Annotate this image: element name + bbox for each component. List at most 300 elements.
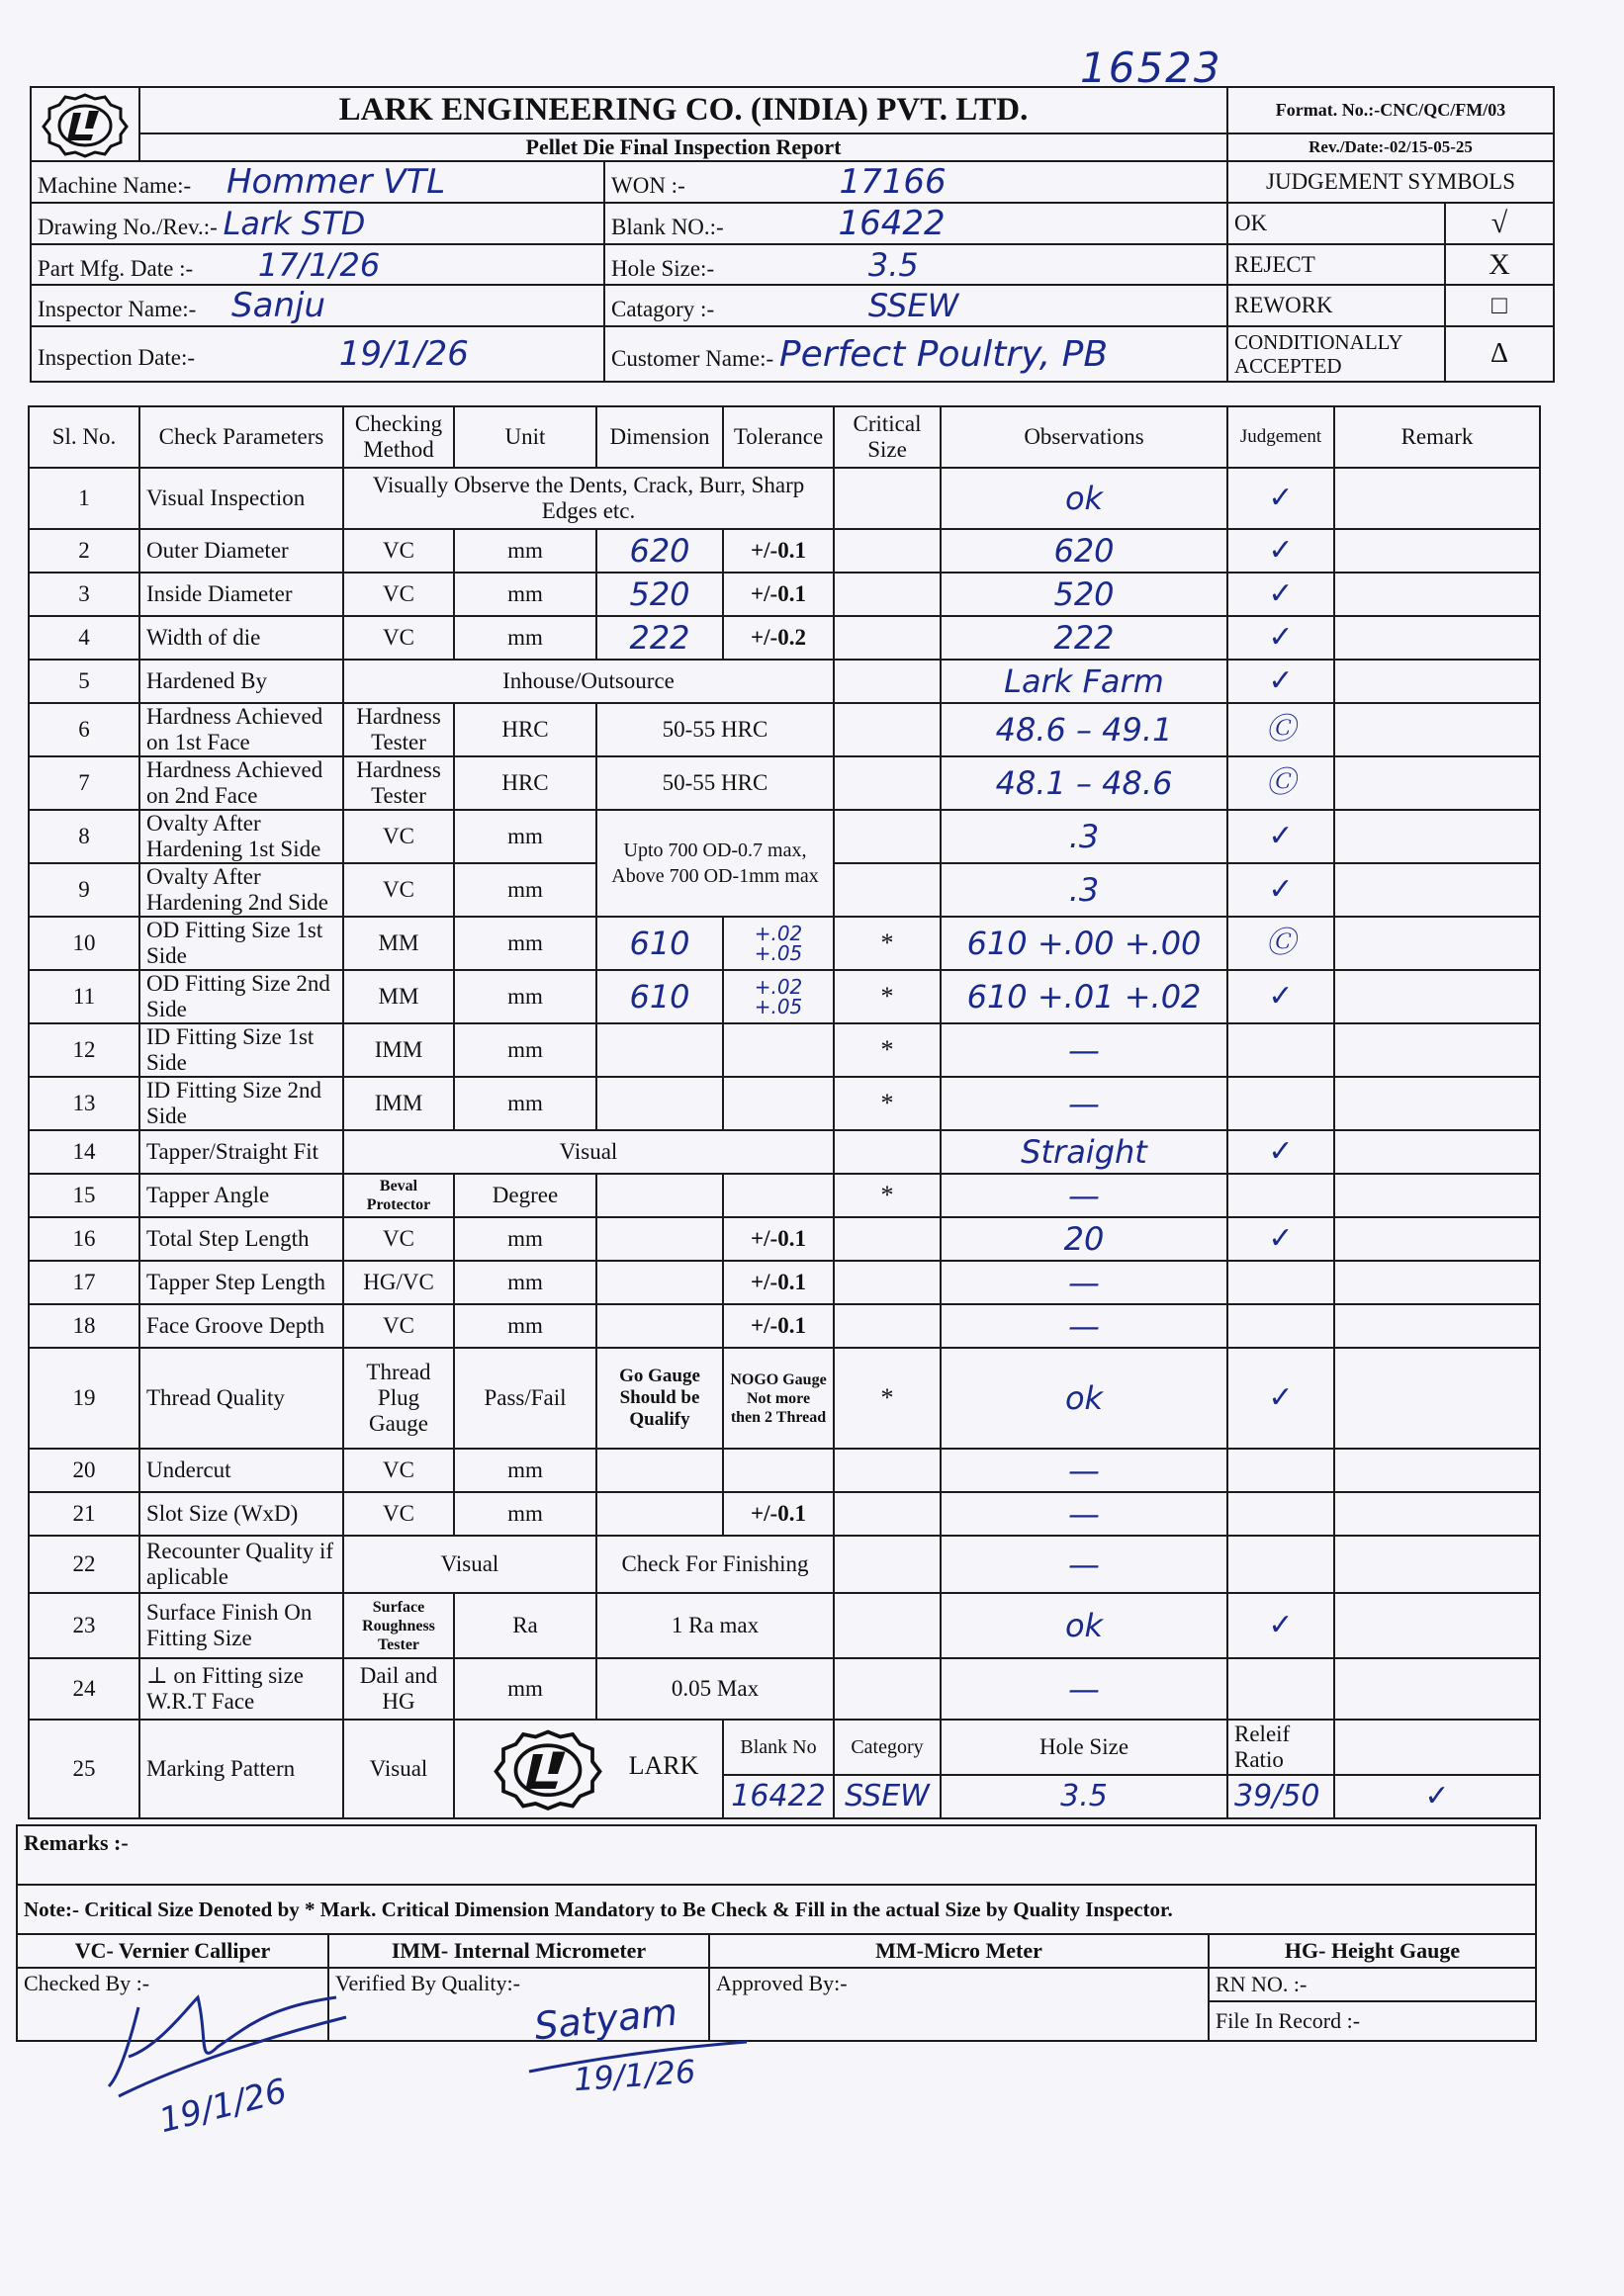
judgement: Ⓒ (1227, 917, 1334, 970)
unit: mm (454, 970, 596, 1023)
table-row (29, 1304, 1540, 1348)
checking-method: HG/VC (343, 1261, 454, 1304)
dimension-tolerance: Check For Finishing (596, 1536, 834, 1593)
judgement: ✓ (1227, 660, 1334, 703)
tolerance (723, 1077, 834, 1130)
check-parameter: Visual Inspection (139, 468, 343, 529)
serial-number: 16523 (1080, 44, 1222, 92)
critical-size: * (834, 970, 941, 1023)
machine-name-cell (31, 161, 604, 203)
marking-hole-size-label: Hole Size (941, 1720, 1227, 1775)
check-parameter: ID Fitting Size 1st Side (139, 1023, 343, 1077)
column-header-sl-no: Sl. No. (29, 406, 139, 468)
marking-logo-cell (454, 1720, 723, 1818)
table-row-marking (29, 1720, 1540, 1775)
sl-no: 25 (29, 1720, 139, 1818)
symbol-ok-label: OK (1227, 203, 1445, 244)
remark (1334, 1217, 1540, 1261)
check-parameter: Outer Diameter (139, 529, 343, 573)
unit: mm (454, 1304, 596, 1348)
remark (1334, 1536, 1540, 1593)
file-in-record-label: File In Record :- (1209, 2001, 1536, 2041)
unit: Pass/Fail (454, 1348, 596, 1449)
column-header-unit: Unit (454, 406, 596, 468)
check-parameter: Undercut (139, 1449, 343, 1492)
check-parameter: Inside Diameter (139, 573, 343, 616)
remark (1334, 703, 1540, 756)
checking-method: VC (343, 863, 454, 917)
verified-by-date: 19/1/26 (572, 2052, 697, 2099)
critical-size: * (834, 1023, 941, 1077)
dimension: 620 (596, 529, 723, 573)
unit: mm (454, 1449, 596, 1492)
category-cell (604, 285, 1227, 326)
critical-size (834, 863, 941, 917)
column-header-checking-method: Checking Method (343, 406, 454, 468)
table-row (29, 810, 1540, 863)
machine-name-value: Hommer VTL (226, 162, 446, 202)
inspector-cell (31, 285, 604, 326)
check-parameter: OD Fitting Size 2nd Side (139, 970, 343, 1023)
inspection-grid (28, 405, 1539, 1819)
judgement (1227, 1077, 1334, 1130)
judgement: ✓ (1227, 616, 1334, 660)
column-header-row (29, 406, 1540, 468)
remark (1334, 573, 1540, 616)
table-row (29, 660, 1540, 703)
critical-size (834, 573, 941, 616)
inspector-label: Inspector Name:- (38, 297, 197, 321)
critical-size: * (834, 1077, 941, 1130)
checking-method: VC (343, 616, 454, 660)
judgement (1227, 1449, 1334, 1492)
unit: mm (454, 1492, 596, 1536)
blank-no-label: Blank NO.:- (611, 215, 724, 239)
observation: 520 (941, 573, 1227, 616)
tolerance: +.02 +.05 (723, 970, 834, 1023)
sl-no: 1 (29, 468, 139, 529)
hole-size-label: Hole Size:- (611, 255, 715, 281)
judgement: ✓ (1227, 863, 1334, 917)
checking-method: MM (343, 970, 454, 1023)
tolerance: +/-0.2 (723, 616, 834, 660)
sl-no: 13 (29, 1077, 139, 1130)
remark (1334, 810, 1540, 863)
observation: .3 (941, 810, 1227, 863)
checking-method: Visual (343, 1536, 596, 1593)
category-value: SSEW (867, 287, 959, 324)
observation: — (941, 1492, 1227, 1536)
checking-method: VC (343, 573, 454, 616)
table-row (29, 1077, 1540, 1130)
company-name: LARK ENGINEERING CO. (INDIA) PVT. LTD. (139, 87, 1227, 133)
dimension (596, 1304, 723, 1348)
marking-judgement-spacer (1334, 1720, 1540, 1775)
check-parameter: Marking Pattern (139, 1720, 343, 1818)
legend-vc: VC- Vernier Calliper (17, 1934, 328, 1968)
critical-size (834, 660, 941, 703)
check-parameter: ⊥ on Fitting size W.R.T Face (139, 1658, 343, 1720)
observation: — (941, 1077, 1227, 1130)
column-header-tolerance: Tolerance (723, 406, 834, 468)
judgement: ✓ (1227, 810, 1334, 863)
hole-size-cell (604, 244, 1227, 285)
symbol-conditional-label: CONDITIONALLY ACCEPTED (1227, 326, 1445, 382)
unit: mm (454, 1023, 596, 1077)
approved-by-label: Approved By:- (709, 1968, 1209, 2041)
remark (1334, 917, 1540, 970)
unit: mm (454, 1077, 596, 1130)
remark (1334, 1174, 1540, 1217)
check-parameter: Recounter Quality if aplicable (139, 1536, 343, 1593)
check-parameter: Hardness Achieved on 2nd Face (139, 756, 343, 810)
check-parameter: Hardened By (139, 660, 343, 703)
critical-size (834, 1304, 941, 1348)
dimension-tolerance: 50-55 HRC (596, 703, 834, 756)
dimension-tolerance: 0.05 Max (596, 1658, 834, 1720)
observation: — (941, 1304, 1227, 1348)
observation: — (941, 1449, 1227, 1492)
critical-size-note: Note:- Critical Size Denoted by * Mark. Critical Dimension Mandatory to Be Check & Fill in the actual Size by Quality Inspector. (17, 1885, 1536, 1934)
remark (1334, 468, 1540, 529)
remark (1334, 529, 1540, 573)
check-parameter: Hardness Achieved on 1st Face (139, 703, 343, 756)
dimension (596, 1217, 723, 1261)
critical-size (834, 810, 941, 863)
unit: Ra (454, 1593, 596, 1658)
observation: — (941, 1536, 1227, 1593)
inspector-value: Sanju (231, 286, 326, 325)
merged-criteria: Visual (343, 1130, 834, 1174)
sl-no: 7 (29, 756, 139, 810)
critical-size (834, 468, 941, 529)
customer-value: Perfect Poultry, PB (778, 333, 1109, 375)
table-row (29, 1492, 1540, 1536)
judgement (1227, 1658, 1334, 1720)
mfg-date-label: Part Mfg. Date :- (38, 255, 194, 281)
dimension: 520 (596, 573, 723, 616)
unit: mm (454, 810, 596, 863)
observation: 610 +.00 +.00 (941, 917, 1227, 970)
marking-logo (479, 1724, 617, 1813)
observation: 222 (941, 616, 1227, 660)
remark (1334, 1658, 1540, 1720)
critical-size (834, 1593, 941, 1658)
dimension-tolerance: 50-55 HRC (596, 756, 834, 810)
remark (1334, 970, 1540, 1023)
checked-by-label: Checked By :- (17, 1968, 328, 2041)
symbol-reject-label: REJECT (1227, 244, 1445, 285)
check-parameter: Thread Quality (139, 1348, 343, 1449)
customer-cell (604, 326, 1227, 382)
sl-no: 17 (29, 1261, 139, 1304)
rev-date: Rev./Date:-02/15-05-25 (1227, 133, 1554, 161)
tolerance: +/-0.1 (723, 1217, 834, 1261)
judgement: Ⓒ (1227, 756, 1334, 810)
inspection-date-cell (31, 326, 604, 382)
judgement: Ⓒ (1227, 703, 1334, 756)
drawing-no-cell (31, 203, 604, 244)
legend-imm: IMM- Internal Micrometer (328, 1934, 709, 1968)
format-number: Format. No.:-CNC/QC/FM/03 (1227, 87, 1554, 133)
marking-hole-size: 3.5 (941, 1775, 1227, 1818)
tolerance: +/-0.1 (723, 529, 834, 573)
remark (1334, 660, 1540, 703)
sl-no: 24 (29, 1658, 139, 1720)
remark (1334, 1492, 1540, 1536)
sl-no: 16 (29, 1217, 139, 1261)
info-table (30, 160, 1555, 383)
column-header-check-parameters: Check Parameters (139, 406, 343, 468)
dimension (596, 1449, 723, 1492)
observation: 20 (941, 1217, 1227, 1261)
unit: mm (454, 863, 596, 917)
critical-size (834, 1261, 941, 1304)
check-parameter: Face Groove Depth (139, 1304, 343, 1348)
marking-lark-text: LARK (628, 1751, 699, 1781)
critical-size (834, 756, 941, 810)
sl-no: 23 (29, 1593, 139, 1658)
table-row (29, 970, 1540, 1023)
check-parameter: Width of die (139, 616, 343, 660)
dimension (596, 1492, 723, 1536)
table-row (29, 573, 1540, 616)
sl-no: 5 (29, 660, 139, 703)
remark (1334, 863, 1540, 917)
remark (1334, 756, 1540, 810)
table-row (29, 529, 1540, 573)
verified-by-signature: Satyam (532, 1989, 680, 2049)
mfg-date-cell (31, 244, 604, 285)
critical-size (834, 529, 941, 573)
remark (1334, 1304, 1540, 1348)
sl-no: 3 (29, 573, 139, 616)
critical-size (834, 1217, 941, 1261)
sl-no: 18 (29, 1304, 139, 1348)
column-header-remark: Remark (1334, 406, 1540, 468)
inspection-table (28, 405, 1541, 1819)
critical-size: * (834, 917, 941, 970)
critical-size: * (834, 1348, 941, 1449)
legend-mm: MM-Micro Meter (709, 1934, 1209, 1968)
merged-criteria: Visually Observe the Dents, Crack, Burr, Sharp Edges etc. (343, 468, 834, 529)
checking-method: VC (343, 529, 454, 573)
critical-size (834, 1658, 941, 1720)
table-row (29, 1217, 1540, 1261)
sl-no: 8 (29, 810, 139, 863)
unit: mm (454, 1658, 596, 1720)
observation: — (941, 1261, 1227, 1304)
tolerance (723, 1449, 834, 1492)
sl-no: 11 (29, 970, 139, 1023)
sl-no: 20 (29, 1449, 139, 1492)
marking-relief-label: Releif Ratio (1227, 1720, 1334, 1775)
report-title: Pellet Die Final Inspection Report (139, 133, 1227, 161)
observation: — (941, 1658, 1227, 1720)
column-header-observations: Observations (941, 406, 1227, 468)
legend-hg: HG- Height Gauge (1209, 1934, 1536, 1968)
dimension (596, 1174, 723, 1217)
critical-size (834, 1536, 941, 1593)
check-parameter: Tapper Angle (139, 1174, 343, 1217)
checking-method: Visual (343, 1720, 454, 1818)
checking-method: VC (343, 1492, 454, 1536)
observation: Lark Farm (941, 660, 1227, 703)
judgement: ✓ (1227, 468, 1334, 529)
unit: mm (454, 1217, 596, 1261)
category-label: Catagory :- (611, 297, 715, 321)
table-row (29, 703, 1540, 756)
check-parameter: Ovalty After Hardening 1st Side (139, 810, 343, 863)
symbol-rework-mark: □ (1445, 285, 1554, 326)
table-row (29, 468, 1540, 529)
judgement (1227, 1023, 1334, 1077)
checking-method: VC (343, 1304, 454, 1348)
observation: — (941, 1174, 1227, 1217)
symbol-rework-label: REWORK (1227, 285, 1445, 326)
check-parameter: Total Step Length (139, 1217, 343, 1261)
won-value: 17166 (839, 162, 947, 202)
checking-method: VC (343, 810, 454, 863)
judgement: ✓ (1227, 529, 1334, 573)
checking-method: IMM (343, 1023, 454, 1077)
sl-no: 19 (29, 1348, 139, 1449)
header-block (30, 86, 1553, 383)
observation: 48.1 – 48.6 (941, 756, 1227, 810)
check-parameter: ID Fitting Size 2nd Side (139, 1077, 343, 1130)
unit: Degree (454, 1174, 596, 1217)
table-row (29, 616, 1540, 660)
check-parameter: OD Fitting Size 1st Side (139, 917, 343, 970)
observation: ok (941, 468, 1227, 529)
marking-blank-no-label: Blank No (723, 1720, 834, 1775)
header-table (30, 86, 1555, 162)
table-row (29, 1658, 1540, 1720)
remark (1334, 1023, 1540, 1077)
company-logo (31, 87, 139, 161)
hole-size-value: 3.5 (867, 245, 919, 284)
checked-by-date: 19/1/26 (155, 2071, 291, 2142)
machine-name-label: Machine Name:- (38, 173, 192, 198)
critical-size (834, 703, 941, 756)
marking-blank-no: 16422 (723, 1775, 834, 1818)
tolerance: +/-0.1 (723, 573, 834, 616)
symbol-reject-mark: X (1445, 244, 1554, 285)
unit: mm (454, 616, 596, 660)
check-parameter: Tapper/Straight Fit (139, 1130, 343, 1174)
observation: .3 (941, 863, 1227, 917)
judgement: ✓ (1227, 970, 1334, 1023)
table-row (29, 1130, 1540, 1174)
table-row (29, 1536, 1540, 1593)
critical-size (834, 1492, 941, 1536)
tolerance: NOGO Gauge Not more then 2 Thread (723, 1348, 834, 1449)
dimension-tolerance: 1 Ra max (596, 1593, 834, 1658)
remark (1334, 1261, 1540, 1304)
dimension (596, 1023, 723, 1077)
unit: mm (454, 529, 596, 573)
check-parameter: Tapper Step Length (139, 1261, 343, 1304)
critical-size (834, 616, 941, 660)
checking-method: Hardness Tester (343, 703, 454, 756)
observation: ok (941, 1348, 1227, 1449)
checking-method: Thread Plug Gauge (343, 1348, 454, 1449)
mfg-date-value: 17/1/26 (257, 245, 381, 284)
judgement: ✓ (1227, 1217, 1334, 1261)
won-cell (604, 161, 1227, 203)
unit: HRC (454, 756, 596, 810)
dimension (596, 1261, 723, 1304)
tolerance: +/-0.1 (723, 1304, 834, 1348)
checking-method: Beval Protector (343, 1174, 454, 1217)
unit: mm (454, 573, 596, 616)
blank-no-cell (604, 203, 1227, 244)
marking-judgement: ✓ (1334, 1775, 1540, 1818)
judgement (1227, 1261, 1334, 1304)
observation: 610 +.01 +.02 (941, 970, 1227, 1023)
sl-no: 9 (29, 863, 139, 917)
check-parameter: Ovalty After Hardening 2nd Side (139, 863, 343, 917)
unit: mm (454, 917, 596, 970)
judgement (1227, 1304, 1334, 1348)
checking-method: Surface Roughness Tester (343, 1593, 454, 1658)
inspection-date-label: Inspection Date:- (38, 345, 196, 370)
dimension: 610 (596, 917, 723, 970)
checking-method: MM (343, 917, 454, 970)
critical-size (834, 1130, 941, 1174)
dimension-tolerance: Upto 700 OD-0.7 max, Above 700 OD-1mm max (596, 810, 834, 917)
drawing-no-label: Drawing No./Rev.:- (38, 215, 218, 239)
rn-no-label: RN NO. :- (1209, 1968, 1536, 2001)
check-parameter: Surface Finish On Fitting Size (139, 1593, 343, 1658)
checking-method: VC (343, 1449, 454, 1492)
sl-no: 12 (29, 1023, 139, 1077)
table-row (29, 1593, 1540, 1658)
judgement (1227, 1536, 1334, 1593)
critical-size (834, 1449, 941, 1492)
sl-no: 6 (29, 703, 139, 756)
sl-no: 14 (29, 1130, 139, 1174)
tolerance: +/-0.1 (723, 1261, 834, 1304)
checking-method: Dail and HG (343, 1658, 454, 1720)
judgement: ✓ (1227, 1593, 1334, 1658)
checking-method: VC (343, 1217, 454, 1261)
tolerance: +/-0.1 (723, 1492, 834, 1536)
unit: mm (454, 1261, 596, 1304)
inspection-rows (29, 468, 1540, 1818)
check-parameter: Slot Size (WxD) (139, 1492, 343, 1536)
table-row (29, 1261, 1540, 1304)
remark (1334, 1130, 1540, 1174)
dimension: 222 (596, 616, 723, 660)
observation: — (941, 1023, 1227, 1077)
remark (1334, 1449, 1540, 1492)
tolerance (723, 1174, 834, 1217)
blank-no-value: 16422 (838, 204, 946, 243)
table-row (29, 1449, 1540, 1492)
verified-by-label: Verified By Quality:- (328, 1968, 709, 2041)
column-header-dimension: Dimension (596, 406, 723, 468)
marking-category-label: Category (834, 1720, 941, 1775)
remarks-label: Remarks :- (17, 1825, 1536, 1885)
marking-relief: 39/50 (1227, 1775, 1334, 1818)
dimension: 610 (596, 970, 723, 1023)
observation: 620 (941, 529, 1227, 573)
dimension: Go Gauge Should be Qualify (596, 1348, 723, 1449)
table-row (29, 1023, 1540, 1077)
judgement (1227, 1492, 1334, 1536)
symbol-ok-mark: √ (1445, 203, 1554, 244)
